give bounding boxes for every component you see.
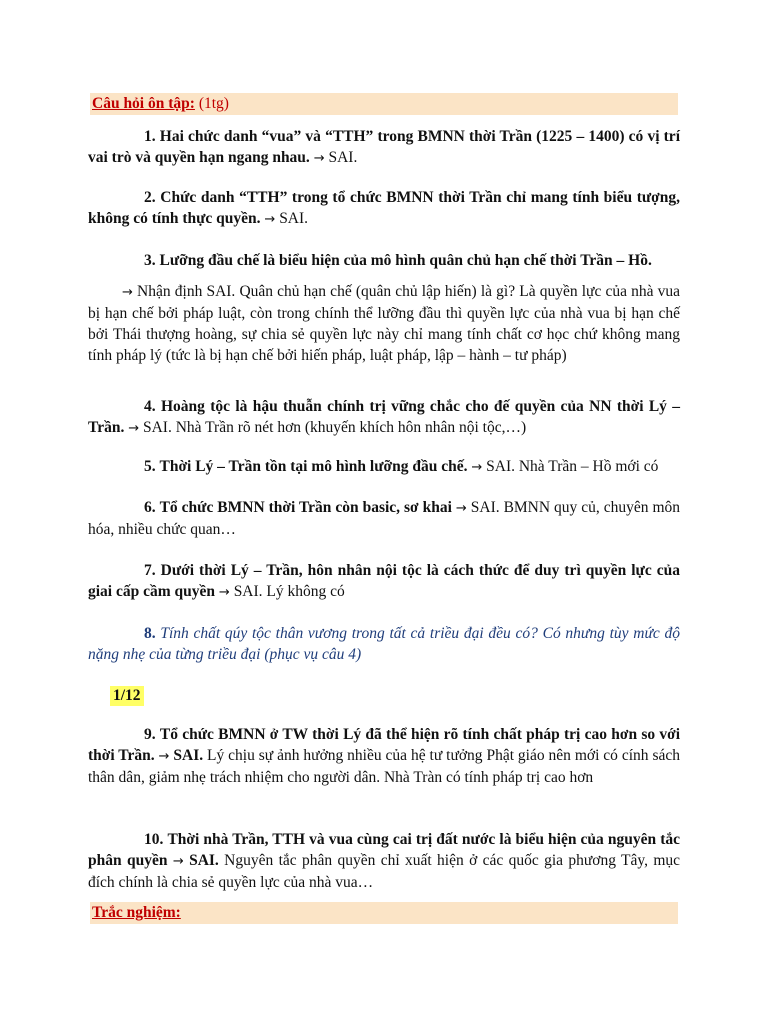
question-number: 2. <box>144 189 156 206</box>
arrow-icon: → <box>122 285 133 300</box>
question-text: Tổ chức BMNN ở TW thời Lý đã thể hiện rõ tính chất pháp trị cao hơn so với thời Trần. <box>88 726 681 764</box>
answer-verdict: SAI. <box>173 747 204 764</box>
question-8 <box>88 623 680 665</box>
arrow-icon: → <box>264 212 276 227</box>
arrow-icon: → <box>172 854 184 869</box>
question-number: 10. <box>144 831 164 848</box>
question-9 <box>88 724 680 788</box>
question-6 <box>88 497 680 540</box>
arrow-icon: → <box>218 585 230 600</box>
arrow-icon: → <box>128 421 140 436</box>
question-text: Dưới thời Lý – Trần, hôn nhân nội tộc là cách thức để duy trì quyền lực của giai cấp cầm quyền <box>88 562 681 600</box>
question-number: 4. <box>144 398 156 415</box>
answer-text: Nguyên tắc phân quyền chỉ xuất hiện ở các quốc gia phương Tây, mục đích chính là chia sẻ quyền lực của nhà vua… <box>88 852 681 891</box>
date-marker: 1/12 <box>110 686 144 706</box>
question-number: 7. <box>144 562 156 579</box>
note-text: Tính chất qúy tộc thân vương trong tất cả triều đại đều có? Có nhưng tùy mức độ nặng nhẹ của từng triều đại (phục vụ câu 4) <box>88 625 680 663</box>
question-number: 1. <box>144 128 156 145</box>
question-2 <box>88 187 680 230</box>
question-3-explanation <box>88 281 680 366</box>
question-text: Chức danh “TTH” trong tổ chức BMNN thời Trần chỉ mang tính biểu tượng, không có tính thực quyền. <box>88 189 681 227</box>
answer-text: Lý chịu sự ảnh hưởng nhiều của hệ tư tưởng Phật giáo nên mới có cính sách thân dân, giảm nhẹ trách nhiệm cho người dân. Nhà Tràn có tính pháp trị cao hơn <box>88 747 680 786</box>
question-number: 9. <box>144 726 156 743</box>
arrow-icon: → <box>313 151 325 166</box>
heading-suffix: (1tg) <box>194 95 229 112</box>
section-heading-review <box>92 93 229 115</box>
question-number: 3. <box>144 252 156 269</box>
question-5 <box>88 456 680 478</box>
arrow-icon: → <box>455 501 467 516</box>
answer-text: SAI. Lý không có <box>233 583 345 600</box>
answer-text: SAI. <box>328 149 358 166</box>
question-7 <box>88 560 680 603</box>
arrow-icon: → <box>471 460 483 475</box>
answer-text: SAI. BMNN quy củ, chuyên môn hóa, nhiều chức quan… <box>88 499 681 538</box>
question-text: Hai chức danh “vua” và “TTH” trong BMNN thời Trần (1225 – 1400) có vị trí vai trò và quyền hạn ngang nhau. <box>88 128 680 166</box>
answer-text: SAI. Nhà Trần – Hồ mới có <box>486 458 659 475</box>
question-4 <box>88 396 680 439</box>
heading-label: Trắc nghiệm: <box>92 904 181 921</box>
question-number: 5. <box>144 458 156 475</box>
explanation-text: Nhận định SAI. Quân chủ hạn chế (quân chủ lập hiến) là gì? Là quyền lực của nhà vua bị hạn chế bởi pháp luật, còn trong chính thể lưỡng đầu thì quyền lực của nhà vua bị hạn chế bởi Thái thượng hoàng, sự chia sẻ quyền lực này chỉ mang tính chất cơ học chứ không mang tính pháp lý (tức là bị hạn chế bởi hiến pháp, luật pháp, lập – hành – tư pháp) <box>88 283 681 364</box>
question-1 <box>88 126 680 169</box>
heading-label: Câu hỏi ôn tập: <box>92 95 195 112</box>
answer-text: SAI. <box>279 210 309 227</box>
section-heading-quiz <box>92 902 181 924</box>
question-number: 8. <box>144 625 156 642</box>
answer-verdict: SAI. <box>189 852 219 869</box>
question-text: Lưỡng đầu chế là biểu hiện của mô hình quân chủ hạn chế thời Trần – Hồ. <box>159 252 652 269</box>
question-text: Thời Lý – Trần tồn tại mô hình lưỡng đầu chế. <box>159 458 468 475</box>
question-number: 6. <box>144 499 156 516</box>
arrow-icon: → <box>158 749 170 764</box>
question-10 <box>88 829 680 893</box>
answer-text: SAI. Nhà Trần rõ nét hơn (khuyến khích hôn nhân nội tộc,…) <box>142 419 527 436</box>
question-text: Thời nhà Trần, TTH và vua cùng cai trị đất nước là biểu hiện của nguyên tắc phân quyền <box>88 831 680 869</box>
question-text: Tổ chức BMNN thời Trần còn basic, sơ khai <box>159 499 452 516</box>
question-3 <box>88 250 680 271</box>
question-text: Hoàng tộc là hậu thuẫn chính trị vững chắc cho đế quyền của NN thời Lý – Trần. <box>88 398 681 436</box>
